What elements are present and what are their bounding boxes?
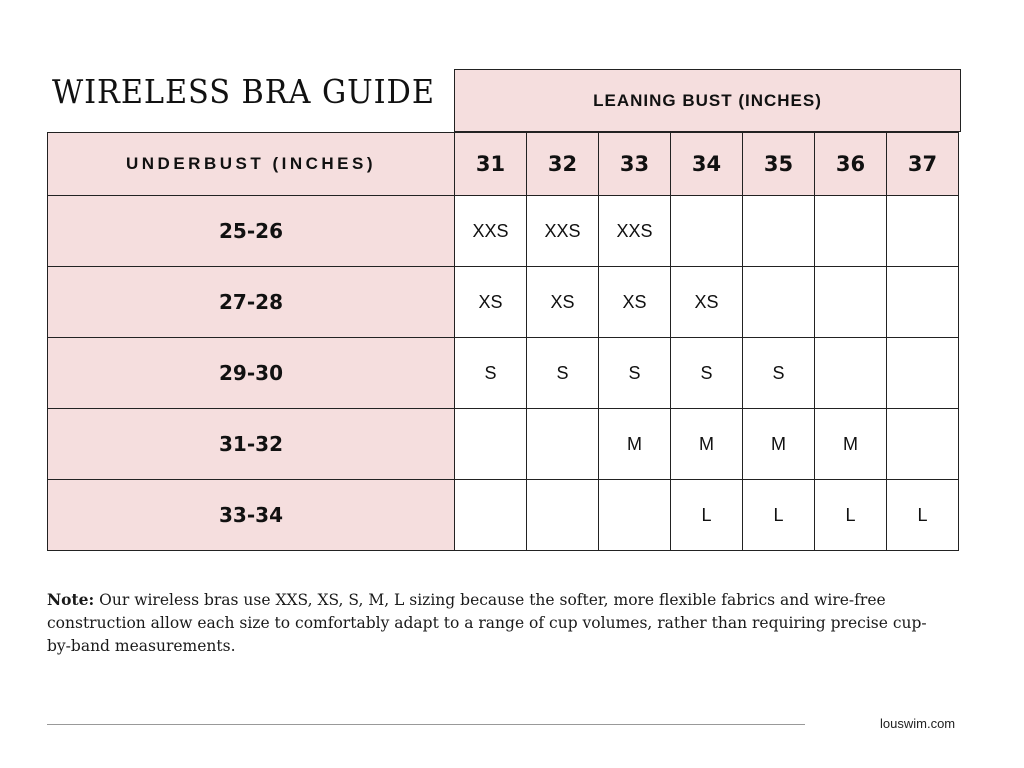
underbust-header: UNDERBUST (INCHES) [48,133,455,196]
underbust-band: 31-32 [48,409,455,480]
footer-divider [47,724,805,725]
size-cell: S [743,338,815,409]
underbust-band: 27-28 [48,267,455,338]
size-cell: S [527,338,599,409]
size-cell [887,338,959,409]
table-row [48,480,959,551]
size-cell [887,196,959,267]
size-cell [815,267,887,338]
size-cell: S [455,338,527,409]
size-table [47,132,959,551]
table-row [48,409,959,480]
size-cell: L [671,480,743,551]
underbust-band: 29-30 [48,338,455,409]
size-cell [527,480,599,551]
size-cell: XXS [599,196,671,267]
size-cell [455,409,527,480]
size-cell [815,338,887,409]
size-cell: XXS [527,196,599,267]
size-cell: L [887,480,959,551]
size-cell [599,480,671,551]
size-cell: XS [455,267,527,338]
bust-size-header: 32 [527,133,599,196]
size-cell [455,480,527,551]
size-cell [743,196,815,267]
note-label: Note: [47,590,95,609]
size-cell: XXS [455,196,527,267]
bust-size-header: 35 [743,133,815,196]
table-row [48,338,959,409]
bust-size-header: 36 [815,133,887,196]
bust-size-header: 34 [671,133,743,196]
size-cell: S [599,338,671,409]
size-cell: M [815,409,887,480]
size-cell: L [815,480,887,551]
page-title: WIRELESS BRA GUIDE [52,72,435,111]
size-cell: L [743,480,815,551]
size-cell [815,196,887,267]
leaning-bust-header: LEANING BUST (INCHES) [454,69,961,132]
size-cell [887,409,959,480]
size-cell: M [743,409,815,480]
website-link[interactable]: louswim.com [880,716,956,731]
bust-header-row [48,133,959,196]
bust-size-header: 33 [599,133,671,196]
sizing-note [47,588,947,658]
size-cell: M [671,409,743,480]
table-row [48,267,959,338]
bust-size-header: 31 [455,133,527,196]
size-cell: M [599,409,671,480]
table-row [48,196,959,267]
underbust-band: 33-34 [48,480,455,551]
size-cell [671,196,743,267]
size-cell: S [671,338,743,409]
size-cell [887,267,959,338]
bust-size-header: 37 [887,133,959,196]
note-text: Our wireless bras use XXS, XS, S, M, L sizing because the softer, more flexible fabrics and wire-free construction allow each size to comfortably adapt to a range of cup volumes, rather than requiring precise cup-by-band measurements. [47,591,927,655]
size-cell: XS [671,267,743,338]
size-cell [743,267,815,338]
size-cell: XS [527,267,599,338]
size-cell [527,409,599,480]
underbust-band: 25-26 [48,196,455,267]
size-cell: XS [599,267,671,338]
